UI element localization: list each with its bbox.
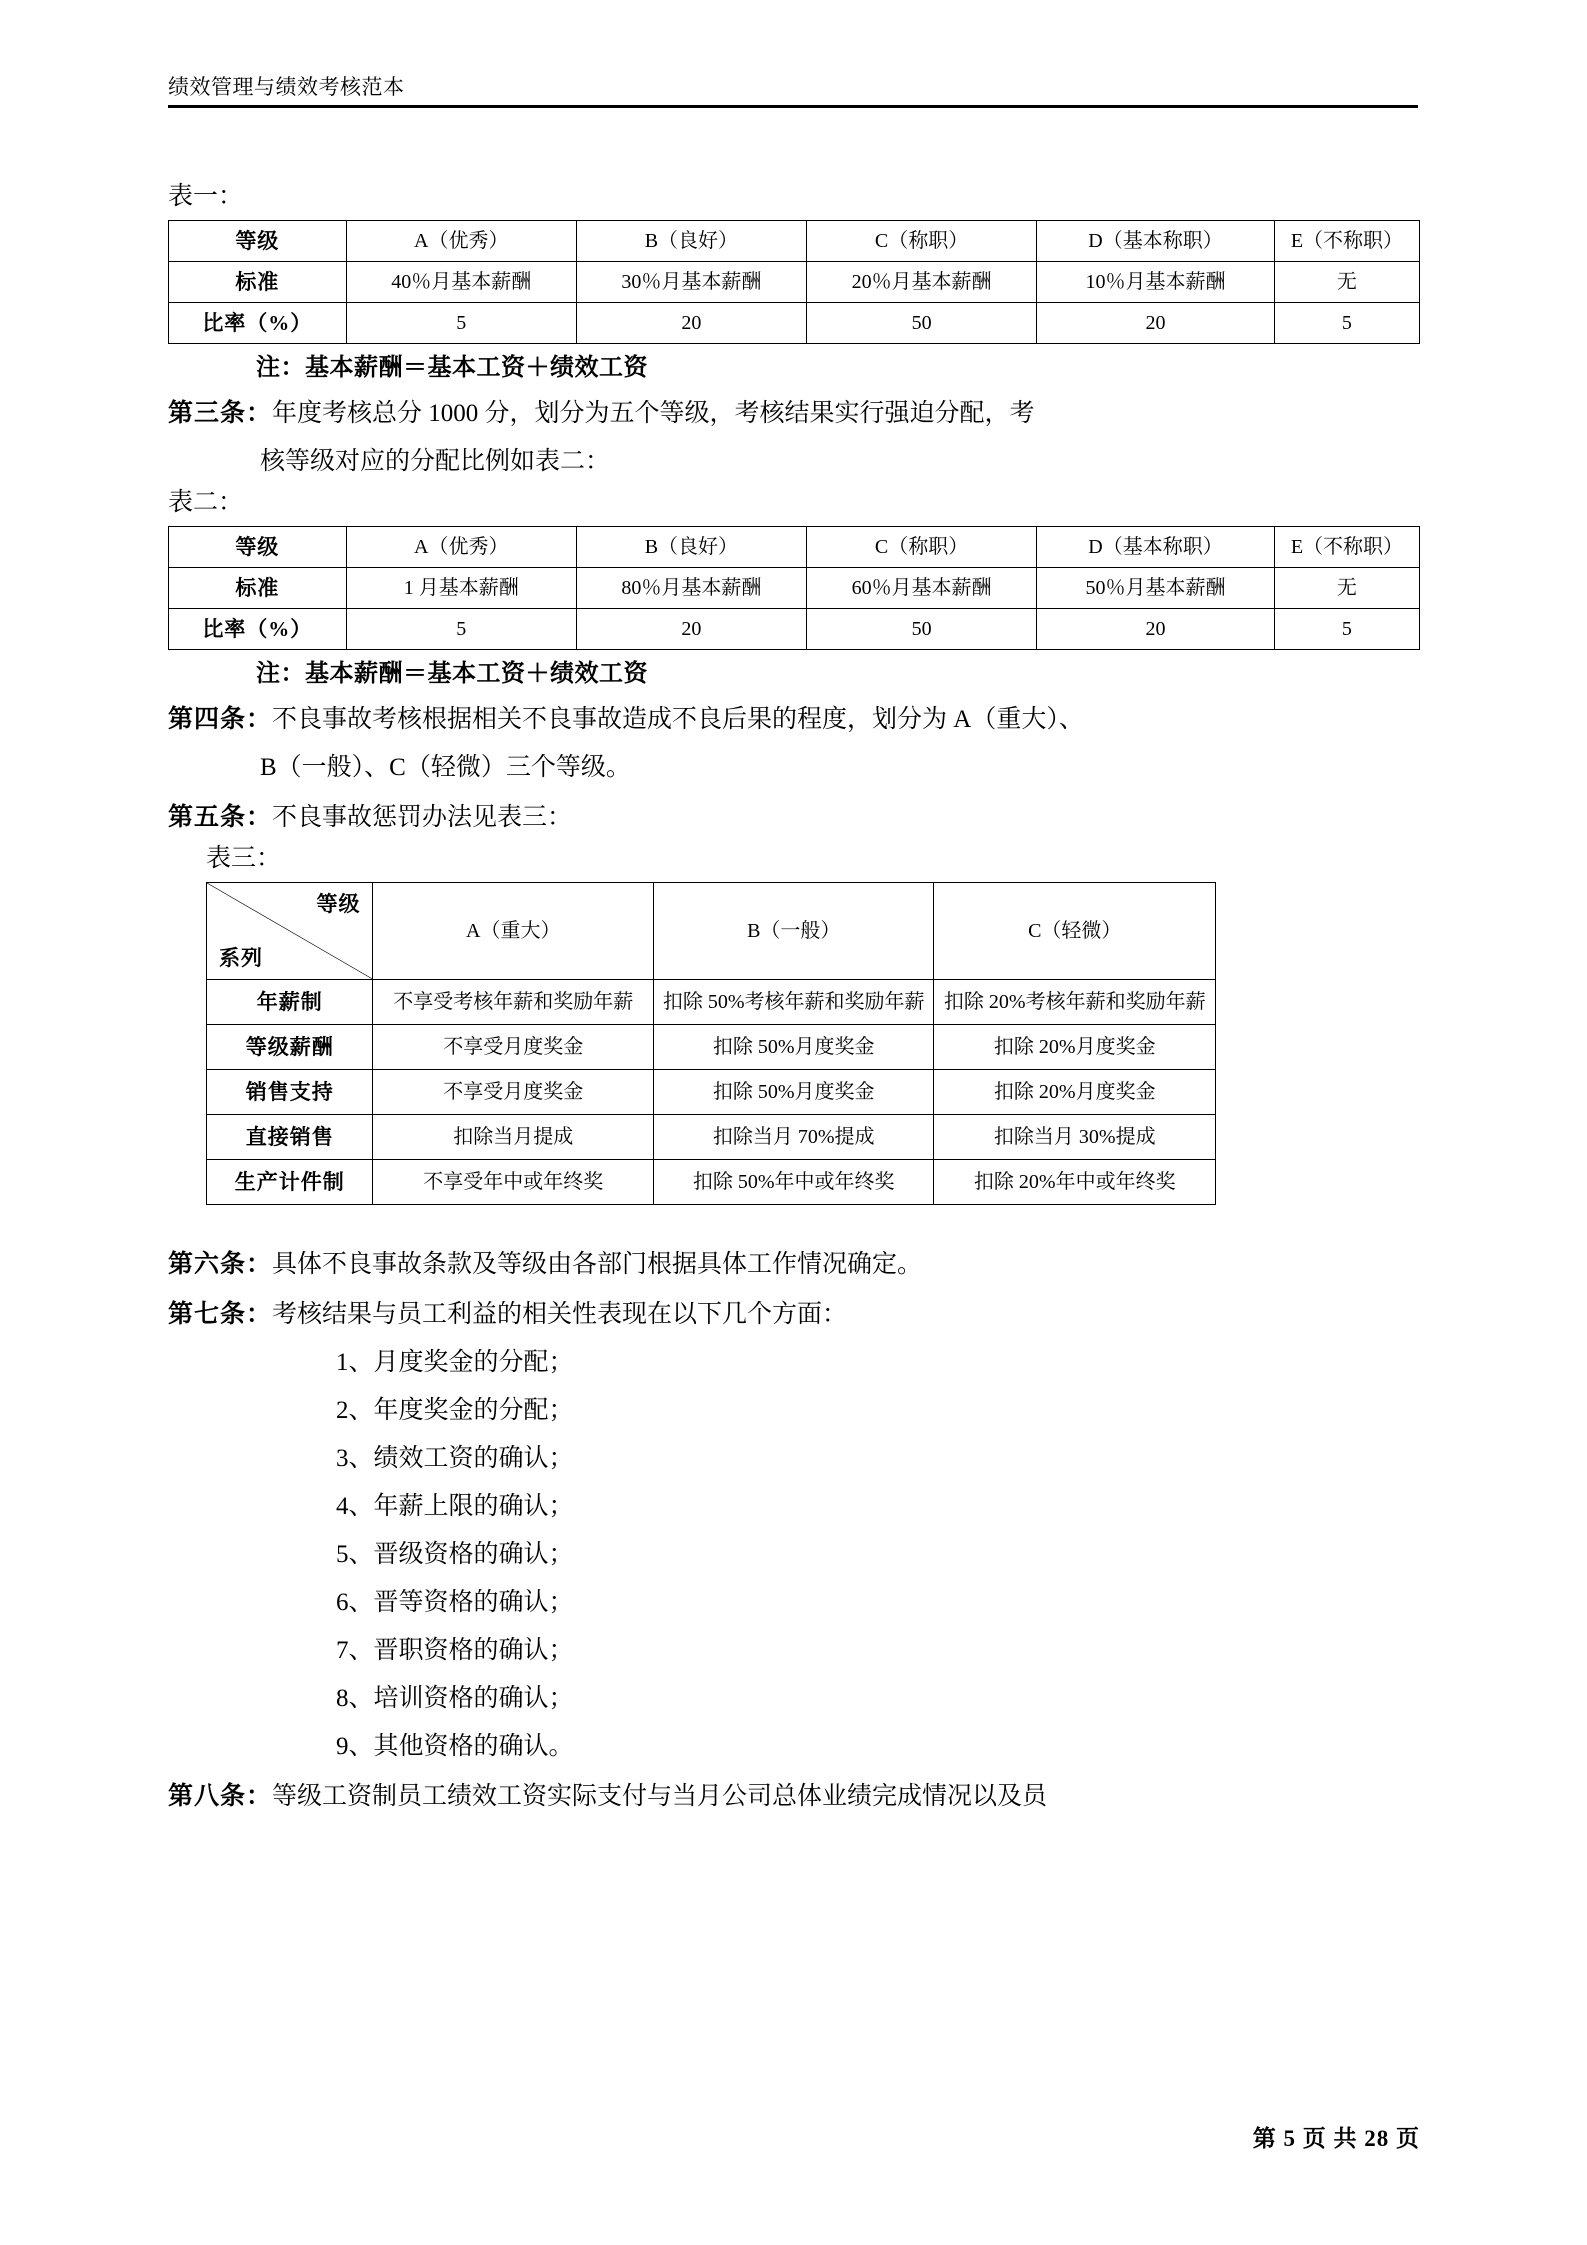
article-seven-list [168, 1339, 1420, 1771]
table-three-cell-3-1: 扣除当月 70%提成 [653, 1115, 934, 1160]
table-row [207, 1115, 1216, 1160]
table-one-cell-1-1: 30％月基本薪酬 [576, 262, 806, 303]
table-two-cell-1-4: 无 [1274, 568, 1419, 609]
table-three-cell-1-0: 不享受月度奖金 [373, 1025, 654, 1070]
table-one-cell-1-0: 40％月基本薪酬 [346, 262, 576, 303]
table-two [168, 526, 1420, 650]
table-two-cell-0-1: B（良好） [576, 527, 806, 568]
table-one-cell-2-2: 50 [806, 303, 1036, 344]
table-two-cell-2-1: 20 [576, 609, 806, 650]
article-five-line1: 不良事故惩罚办法见表三： [272, 804, 573, 831]
article-five-number: 第五条： [168, 804, 273, 831]
table-two-caption: 表二： [168, 489, 244, 516]
table-three-cell-2-2: 扣除 20%月度奖金 [934, 1070, 1216, 1115]
list-item: 4、年薪上限的确认； [336, 1493, 574, 1520]
table-one-rowhead-1: 标准 [169, 262, 347, 303]
table-three-cell-3-2: 扣除当月 30%提成 [934, 1115, 1216, 1160]
list-item: 6、晋等资格的确认； [336, 1589, 574, 1616]
table-three-corner-cell [207, 883, 373, 980]
table-two-rowhead-1: 标准 [169, 568, 347, 609]
table-three-cell-0-0: 不享受考核年薪和奖励年薪 [373, 980, 654, 1025]
article-three-line1: 年度考核总分 1000 分，划分为五个等级，考核结果实行强迫分配，考 [272, 400, 1035, 427]
table-three-corner-bottom: 系列 [219, 946, 263, 970]
table-three-block [206, 842, 1216, 1205]
table-row [207, 1160, 1216, 1205]
article-eight [168, 1773, 1420, 1821]
list-item: 3、绩效工资的确认； [336, 1445, 574, 1472]
table-row [207, 1025, 1216, 1070]
table-three-rowhead-1: 等级薪酬 [207, 1025, 373, 1070]
table-three-header-2: C（轻微） [934, 883, 1216, 980]
list-item: 1、月度奖金的分配； [336, 1349, 574, 1376]
table-one-cell-0-2: C（称职） [806, 221, 1036, 262]
table-three-cell-0-2: 扣除 20%考核年薪和奖励年薪 [934, 980, 1216, 1025]
table-two-cell-0-2: C（称职） [806, 527, 1036, 568]
table-row [169, 221, 1420, 262]
table-three-cell-2-1: 扣除 50%月度奖金 [653, 1070, 934, 1115]
document-body [168, 180, 1420, 1821]
table-one-rowhead-0: 等级 [169, 221, 347, 262]
page-header [168, 72, 1418, 108]
table-three-cell-1-1: 扣除 50%月度奖金 [653, 1025, 934, 1070]
article-seven-number: 第七条： [168, 1301, 273, 1328]
article-four-line2: B（一般）、C（轻微）三个等级。 [260, 754, 631, 781]
table-one-cell-1-2: 20％月基本薪酬 [806, 262, 1036, 303]
table-three-caption: 表三： [206, 845, 282, 872]
table-two-cell-1-1: 80％月基本薪酬 [576, 568, 806, 609]
table-two-cell-1-0: 1 月基本薪酬 [346, 568, 576, 609]
article-six-number: 第六条： [168, 1251, 273, 1278]
table-row [169, 303, 1420, 344]
table-one-rowhead-2: 比率（%） [169, 303, 347, 344]
list-item: 7、晋职资格的确认； [336, 1637, 574, 1664]
article-six [168, 1241, 1420, 1289]
table-one-cell-2-0: 5 [346, 303, 576, 344]
table-three-cell-0-1: 扣除 50%考核年薪和奖励年薪 [653, 980, 934, 1025]
table-row [169, 609, 1420, 650]
table-one-cell-2-4: 5 [1274, 303, 1419, 344]
table-one-cell-0-4: E（不称职） [1274, 221, 1419, 262]
table-two-cell-2-3: 20 [1037, 609, 1275, 650]
page-footer: 第 5 页 共 28 页 [1252, 2126, 1420, 2151]
table-one-cell-0-1: B（良好） [576, 221, 806, 262]
table-one-cell-2-1: 20 [576, 303, 806, 344]
list-item: 8、培训资格的确认； [336, 1685, 574, 1712]
table-row [207, 980, 1216, 1025]
table-two-cell-1-2: 60％月基本薪酬 [806, 568, 1036, 609]
list-item: 2、年度奖金的分配； [336, 1397, 574, 1424]
table-one-note: 注：基本薪酬＝基本工资＋绩效工资 [256, 355, 648, 381]
article-eight-line1: 等级工资制员工绩效工资实际支付与当月公司总体业绩完成情况以及员 [272, 1783, 1048, 1810]
table-one-cell-1-4: 无 [1274, 262, 1419, 303]
article-four-number: 第四条： [168, 706, 273, 733]
article-three-line2: 核等级对应的分配比例如表二： [260, 448, 611, 475]
table-two-rowhead-0: 等级 [169, 527, 347, 568]
table-three-cell-3-0: 扣除当月提成 [373, 1115, 654, 1160]
table-three [206, 882, 1216, 1205]
table-three-corner-top: 等级 [316, 892, 361, 916]
list-item: 5、晋级资格的确认； [336, 1541, 574, 1568]
table-one-cell-1-3: 10％月基本薪酬 [1037, 262, 1275, 303]
article-four [168, 696, 1420, 792]
article-three [168, 390, 1420, 486]
table-two-cell-2-4: 5 [1274, 609, 1419, 650]
table-three-header-1: B（一般） [653, 883, 934, 980]
table-two-rowhead-2: 比率（%） [169, 609, 347, 650]
article-eight-number: 第八条： [168, 1783, 273, 1810]
table-two-cell-0-0: A（优秀） [346, 527, 576, 568]
table-row [207, 883, 1216, 980]
article-five [168, 794, 1420, 842]
table-one [168, 220, 1420, 344]
article-four-line1: 不良事故考核根据相关不良事故造成不良后果的程度，划分为 A（重大）、 [272, 706, 1084, 733]
table-one-cell-0-0: A（优秀） [346, 221, 576, 262]
table-three-cell-1-2: 扣除 20%月度奖金 [934, 1025, 1216, 1070]
table-one-cell-2-3: 20 [1037, 303, 1275, 344]
table-three-rowhead-2: 销售支持 [207, 1070, 373, 1115]
article-six-line1: 具体不良事故条款及等级由各部门根据具体工作情况确定。 [272, 1251, 923, 1278]
table-row [169, 262, 1420, 303]
list-item: 9、其他资格的确认。 [336, 1733, 574, 1760]
table-two-cell-0-3: D（基本称职） [1037, 527, 1275, 568]
table-two-cell-2-2: 50 [806, 609, 1036, 650]
table-three-cell-4-2: 扣除 20%年中或年终奖 [934, 1160, 1216, 1205]
table-row [169, 568, 1420, 609]
article-seven [168, 1291, 1420, 1339]
table-three-cell-2-0: 不享受月度奖金 [373, 1070, 654, 1115]
table-two-cell-0-4: E（不称职） [1274, 527, 1419, 568]
table-three-rowhead-0: 年薪制 [207, 980, 373, 1025]
table-three-cell-4-1: 扣除 50%年中或年终奖 [653, 1160, 934, 1205]
header-divider [168, 105, 1418, 108]
table-three-cell-4-0: 不享受年中或年终奖 [373, 1160, 654, 1205]
article-three-number: 第三条： [168, 400, 273, 427]
table-row [169, 527, 1420, 568]
article-seven-line1: 考核结果与员工利益的相关性表现在以下几个方面： [272, 1301, 848, 1328]
table-two-note: 注：基本薪酬＝基本工资＋绩效工资 [256, 661, 648, 687]
table-row [207, 1070, 1216, 1115]
table-two-cell-2-0: 5 [346, 609, 576, 650]
table-one-caption: 表一： [168, 183, 244, 210]
header-title: 绩效管理与绩效考核范本 [168, 75, 405, 99]
table-three-rowhead-3: 直接销售 [207, 1115, 373, 1160]
table-two-cell-1-3: 50％月基本薪酬 [1037, 568, 1275, 609]
table-one-cell-0-3: D（基本称职） [1037, 221, 1275, 262]
table-three-header-0: A（重大） [373, 883, 654, 980]
table-three-rowhead-4: 生产计件制 [207, 1160, 373, 1205]
